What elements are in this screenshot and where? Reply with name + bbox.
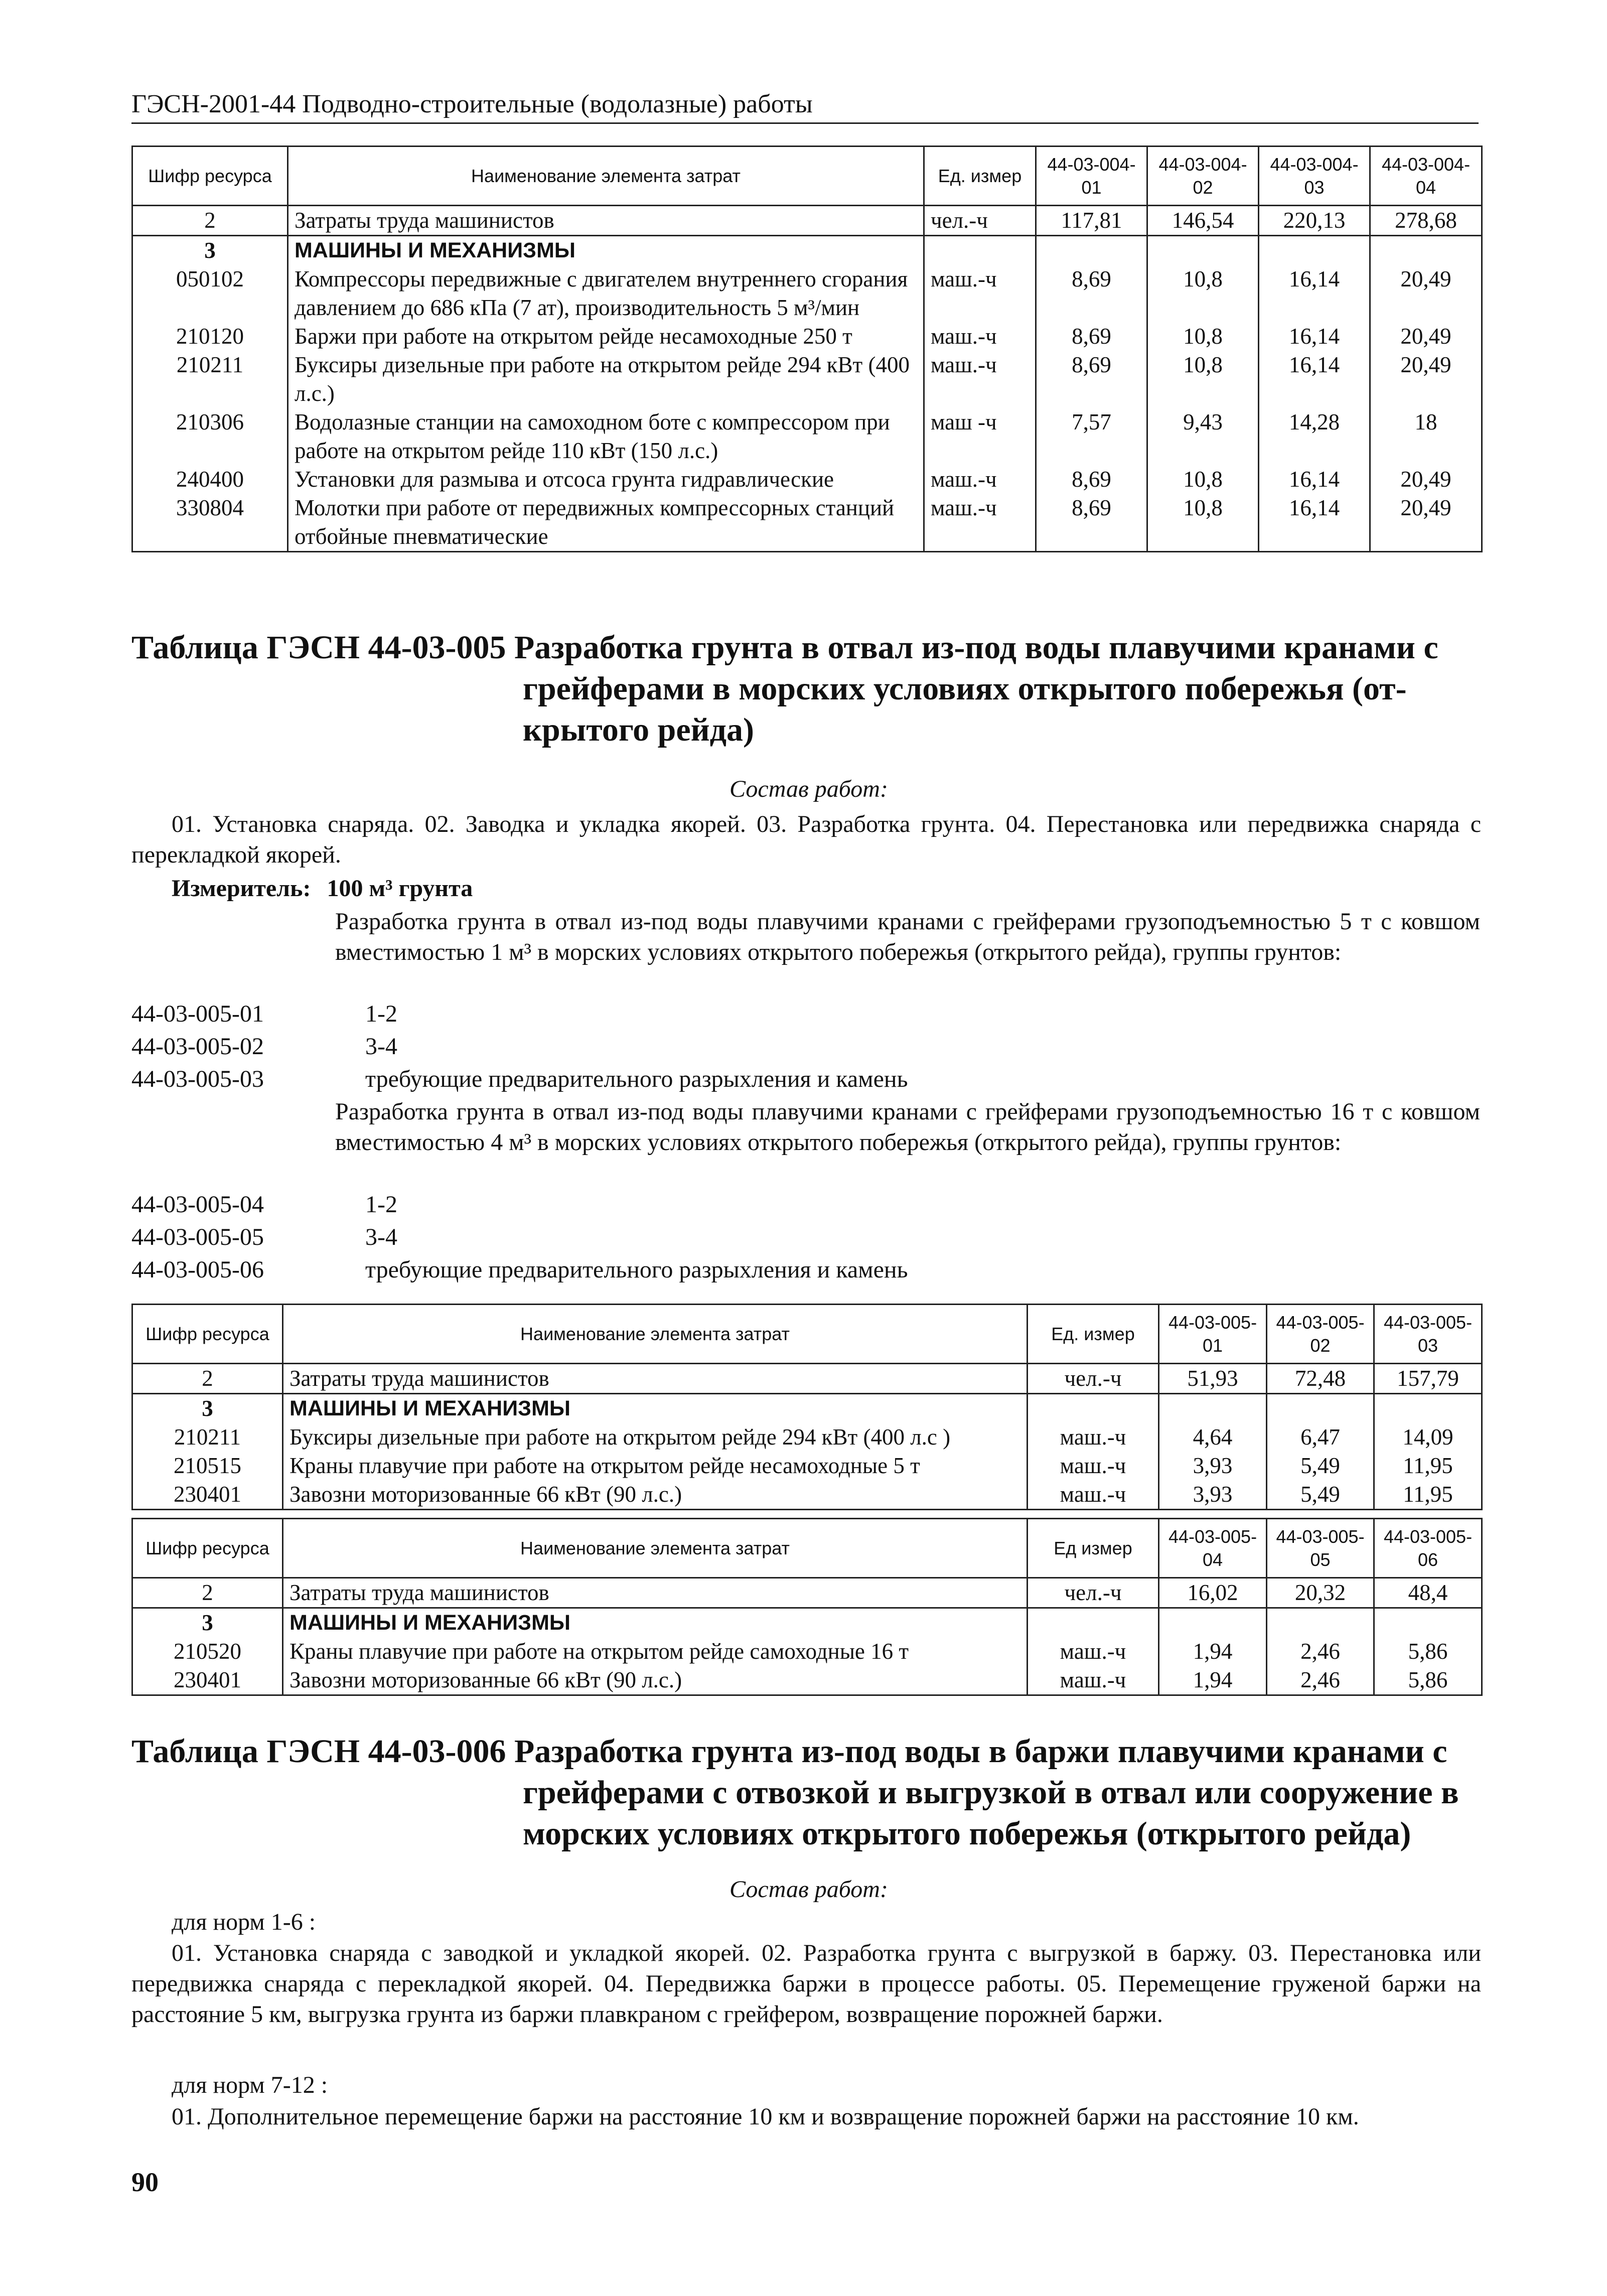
row-value: 2,46 — [1267, 1666, 1374, 1695]
row-name: Краны плавучие при работе на открытом рейде несамоходные 5 т — [283, 1452, 1028, 1480]
norm-item — [131, 1254, 908, 1285]
norm-label: требующие предварительного разрыхления и камень — [365, 1066, 908, 1092]
page-number: 90 — [131, 2167, 159, 2197]
row-code: 210211 — [132, 1423, 283, 1452]
row-value: 157,79 — [1374, 1364, 1482, 1394]
row-unit: маш.-ч — [1028, 1666, 1159, 1695]
header-unit: Ед. измер — [1028, 1305, 1159, 1364]
row-name: Молотки при работе от передвижных компрессорных станций отбойные пневматические — [288, 494, 924, 552]
row-value: 20,49 — [1370, 351, 1482, 408]
table-row — [132, 1394, 1482, 1423]
row-code: 210515 — [132, 1452, 283, 1480]
row-value: 117,81 — [1036, 206, 1147, 236]
header-col: 44-03-005-01 — [1159, 1305, 1267, 1364]
table-row — [132, 1364, 1482, 1394]
row-unit: маш.-ч — [1028, 1480, 1159, 1510]
header-unit: Ед. измер — [924, 147, 1036, 206]
row-name: Затраты труда машинистов — [283, 1364, 1028, 1394]
norm-code: 44-03-005-02 — [131, 1033, 264, 1060]
norm-item — [131, 1189, 397, 1220]
row-value: 8,69 — [1036, 322, 1147, 351]
row-code: 3 — [132, 1608, 283, 1638]
header-rule — [131, 122, 1479, 124]
row-value: 10,8 — [1147, 322, 1259, 351]
row-value: 3,93 — [1159, 1452, 1267, 1480]
row-name: Буксиры дизельные при работе на открытом рейде 294 кВт (400 л.с.) — [288, 351, 924, 408]
row-code: 210306 — [132, 408, 288, 465]
row-value: 8,69 — [1036, 351, 1147, 408]
work-composition-text: 01. Установка снаряда. 02. Заводка и укладка якорей. 03. Разработка грунта. 04. Перестановка или передвижка снаряда с перекладкой якорей. — [131, 811, 1481, 868]
norms-range-label: для норм 7-12 : — [172, 2072, 328, 2098]
row-value: 220,13 — [1259, 206, 1370, 236]
section-heading: МАШИНЫ И МЕХАНИЗМЫ — [288, 236, 924, 265]
row-value: 5,49 — [1267, 1480, 1374, 1510]
row-value: 10,8 — [1147, 351, 1259, 408]
row-value: 5,86 — [1374, 1666, 1482, 1695]
row-name: Установки для размыва и отсоса грунта гидравлические — [288, 465, 924, 494]
row-value: 16,14 — [1259, 322, 1370, 351]
row-value: 11,95 — [1374, 1452, 1482, 1480]
row-code: 230401 — [132, 1666, 283, 1695]
row-value: 8,69 — [1036, 465, 1147, 494]
measure-value: 100 м³ грунта — [327, 875, 473, 902]
table-row — [132, 1480, 1482, 1510]
work-composition-text: 01. Дополнительное перемещение баржи на расстояние 10 км и возвращение порожней баржи на расстояние 10 км. — [172, 2103, 1359, 2130]
row-value: 16,02 — [1159, 1578, 1267, 1608]
table-title-006 — [131, 1731, 1486, 1854]
resource-table-004 — [131, 146, 1483, 552]
row-value: 9,43 — [1147, 408, 1259, 465]
row-value: 278,68 — [1370, 206, 1482, 236]
row-value: 10,8 — [1147, 265, 1259, 322]
row-value: 20,49 — [1370, 494, 1482, 552]
row-value: 20,49 — [1370, 265, 1482, 322]
norm-item — [131, 998, 397, 1029]
header-col: 44-03-005-04 — [1159, 1519, 1267, 1578]
page-header: ГЭСН-2001-44 Подводно-строительные (водолазные) работы — [131, 90, 813, 118]
row-code: 210120 — [132, 322, 288, 351]
row-name: Компрессоры передвижные с двигателем внутреннего сгорания давлением до 686 кПа (7 ат), производительность 5 м³/мин — [288, 265, 924, 322]
row-value: 72,48 — [1267, 1364, 1374, 1394]
norm-item — [131, 1064, 908, 1094]
title-line: морских условиях открытого побережья (открытого рейда) — [523, 1815, 1411, 1852]
group-description: Разработка грунта в отвал из-под воды плавучими кранами с грейферами грузоподъемностью 16 т с ковшом вместимостью 4 м³ в морских условиях открытого побережья (открытого рейда), группы грунтов: — [335, 1098, 1480, 1156]
norm-code: 44-03-005-04 — [131, 1191, 264, 1218]
row-value: 3,93 — [1159, 1480, 1267, 1510]
row-value: 7,57 — [1036, 408, 1147, 465]
header-unit: Ед измер — [1028, 1519, 1159, 1578]
section-heading: МАШИНЫ И МЕХАНИЗМЫ — [283, 1394, 1028, 1423]
header-code: Шифр ресурса — [132, 1519, 283, 1578]
header-col: 44-03-004-01 — [1036, 147, 1147, 206]
row-code: 240400 — [132, 465, 288, 494]
header-code: Шифр ресурса — [132, 147, 288, 206]
row-unit: маш -ч — [924, 408, 1036, 465]
row-unit: маш.-ч — [924, 322, 1036, 351]
title-line: грейферами в морских условиях открытого побережья (от- — [523, 670, 1407, 707]
header-col: 44-03-004-03 — [1259, 147, 1370, 206]
row-value: 18 — [1370, 408, 1482, 465]
row-value: 10,8 — [1147, 494, 1259, 552]
row-value: 1,94 — [1159, 1637, 1267, 1666]
table-row — [132, 322, 1482, 351]
row-unit: маш.-ч — [924, 465, 1036, 494]
header-col: 44-03-004-04 — [1370, 147, 1482, 206]
title-line: Таблица ГЭСН 44-03-006 Разработка грунта из-под воды в баржи плавучими кранами с — [131, 1733, 1447, 1770]
row-name: Баржи при работе на открытом рейде несамоходные 250 т — [288, 322, 924, 351]
row-value: 16,14 — [1259, 351, 1370, 408]
row-name: Краны плавучие при работе на открытом рейде самоходные 16 т — [283, 1637, 1028, 1666]
row-code: 330804 — [132, 494, 288, 552]
row-code: 210211 — [132, 351, 288, 408]
work-composition-text: 01. Установка снаряда с заводкой и укладкой якорей. 02. Разработка грунта с выгрузкой в баржу. 03. Перестановка или передвижка снаряда с перекладкой якорей. 04. Передвижка баржи в процессе работы. 05. Перемещение груженой баржи на расстояние 5 км, выгрузка грунта из баржи плавкраном с грейфером, возвращение порожней баржи. — [131, 1940, 1481, 2028]
row-value: 2,46 — [1267, 1637, 1374, 1666]
norm-label: 1-2 — [365, 1000, 397, 1027]
work-composition-heading: Состав работ: — [729, 1876, 888, 1903]
header-name: Наименование элемента затрат — [283, 1305, 1028, 1364]
row-code: 2 — [132, 1578, 283, 1608]
row-code: 3 — [132, 236, 288, 265]
header-code: Шифр ресурса — [132, 1305, 283, 1364]
measure-label: Измеритель: — [172, 875, 311, 902]
row-value: 8,69 — [1036, 494, 1147, 552]
row-value: 51,93 — [1159, 1364, 1267, 1394]
row-unit: чел.-ч — [924, 206, 1036, 236]
table-row — [132, 1423, 1482, 1452]
row-code: 3 — [132, 1394, 283, 1423]
row-value: 16,14 — [1259, 465, 1370, 494]
table-row — [132, 408, 1482, 465]
table-row — [132, 1608, 1482, 1638]
row-code: 050102 — [132, 265, 288, 322]
row-unit: маш.-ч — [1028, 1423, 1159, 1452]
row-unit: маш.-ч — [924, 351, 1036, 408]
row-code: 2 — [132, 1364, 283, 1394]
row-value: 8,69 — [1036, 265, 1147, 322]
norm-label: 3-4 — [365, 1033, 397, 1060]
norm-label: требующие предварительного разрыхления и камень — [365, 1256, 908, 1283]
row-name: Буксиры дизельные при работе на открытом рейде 294 кВт (400 л.с ) — [283, 1423, 1028, 1452]
measure-line — [172, 873, 473, 904]
row-value: 10,8 — [1147, 465, 1259, 494]
table-row — [132, 265, 1482, 322]
header-col: 44-03-005-06 — [1374, 1519, 1482, 1578]
title-line: грейферами с отвозкой и выгрузкой в отвал или сооружение в — [523, 1774, 1459, 1811]
row-value: 14,09 — [1374, 1423, 1482, 1452]
table-row — [132, 494, 1482, 552]
header-col: 44-03-005-03 — [1374, 1305, 1482, 1364]
table-row — [132, 1452, 1482, 1480]
row-value: 1,94 — [1159, 1666, 1267, 1695]
norm-item — [131, 1031, 397, 1062]
row-code: 230401 — [132, 1480, 283, 1510]
row-value: 5,86 — [1374, 1637, 1482, 1666]
header-col: 44-03-005-05 — [1267, 1519, 1374, 1578]
row-value: 146,54 — [1147, 206, 1259, 236]
row-unit: маш.-ч — [1028, 1452, 1159, 1480]
row-value: 16,14 — [1259, 494, 1370, 552]
table-title-005 — [131, 627, 1486, 751]
row-name: Водолазные станции на самоходном боте с компрессором при работе на открытом рейде 110 кВт (150 л.с.) — [288, 408, 924, 465]
row-value: 16,14 — [1259, 265, 1370, 322]
norm-code: 44-03-005-03 — [131, 1066, 264, 1092]
norm-label: 1-2 — [365, 1191, 397, 1218]
row-unit: чел.-ч — [1028, 1578, 1159, 1608]
section-heading: МАШИНЫ И МЕХАНИЗМЫ — [283, 1608, 1028, 1638]
row-value: 14,28 — [1259, 408, 1370, 465]
table-row — [132, 465, 1482, 494]
title-line: Таблица ГЭСН 44-03-005 Разработка грунта в отвал из-под воды плавучими кранами с — [131, 629, 1438, 666]
norm-label: 3-4 — [365, 1224, 397, 1250]
row-value: 4,64 — [1159, 1423, 1267, 1452]
row-name: Завозни моторизованные 66 кВт (90 л.с.) — [283, 1480, 1028, 1510]
row-value: 48,4 — [1374, 1578, 1482, 1608]
table-row — [132, 1578, 1482, 1608]
table-row — [132, 1637, 1482, 1666]
table-row — [132, 236, 1482, 265]
row-unit: чел.-ч — [1028, 1364, 1159, 1394]
row-name: Завозни моторизованные 66 кВт (90 л.с.) — [283, 1666, 1028, 1695]
group-description: Разработка грунта в отвал из-под воды плавучими кранами с грейферами грузоподъемностью 5 т с ковшом вместимостью 1 м³ в морских условиях открытого побережья (открытого рейда), группы грунтов: — [335, 908, 1480, 965]
row-value: 20,49 — [1370, 465, 1482, 494]
table-header-row — [132, 147, 1482, 206]
row-name: Затраты труда машинистов — [288, 206, 924, 236]
row-value: 11,95 — [1374, 1480, 1482, 1510]
title-line: крытого рейда) — [523, 711, 755, 748]
header-name: Наименование элемента затрат — [283, 1519, 1028, 1578]
row-value: 20,49 — [1370, 322, 1482, 351]
table-row — [132, 206, 1482, 236]
header-name: Наименование элемента затрат — [288, 147, 924, 206]
resource-table-005-a — [131, 1304, 1483, 1510]
norm-code: 44-03-005-05 — [131, 1224, 264, 1250]
work-composition-heading: Состав работ: — [729, 776, 888, 802]
norm-code: 44-03-005-01 — [131, 1000, 264, 1027]
table-header-row — [132, 1519, 1482, 1578]
row-value: 5,49 — [1267, 1452, 1374, 1480]
row-unit: маш.-ч — [924, 494, 1036, 552]
row-unit: маш.-ч — [1028, 1637, 1159, 1666]
row-name: Затраты труда машинистов — [283, 1578, 1028, 1608]
header-col: 44-03-005-02 — [1267, 1305, 1374, 1364]
norm-code: 44-03-005-06 — [131, 1256, 264, 1283]
header-col: 44-03-004-02 — [1147, 147, 1259, 206]
row-value: 20,32 — [1267, 1578, 1374, 1608]
table-header-row — [132, 1305, 1482, 1364]
row-code: 2 — [132, 206, 288, 236]
norms-range-label: для норм 1-6 : — [172, 1909, 316, 1935]
row-code: 210520 — [132, 1637, 283, 1666]
row-unit: маш.-ч — [924, 265, 1036, 322]
resource-table-005-b — [131, 1518, 1483, 1696]
row-value: 6,47 — [1267, 1423, 1374, 1452]
table-row — [132, 351, 1482, 408]
norm-item — [131, 1222, 397, 1252]
table-row — [132, 1666, 1482, 1695]
